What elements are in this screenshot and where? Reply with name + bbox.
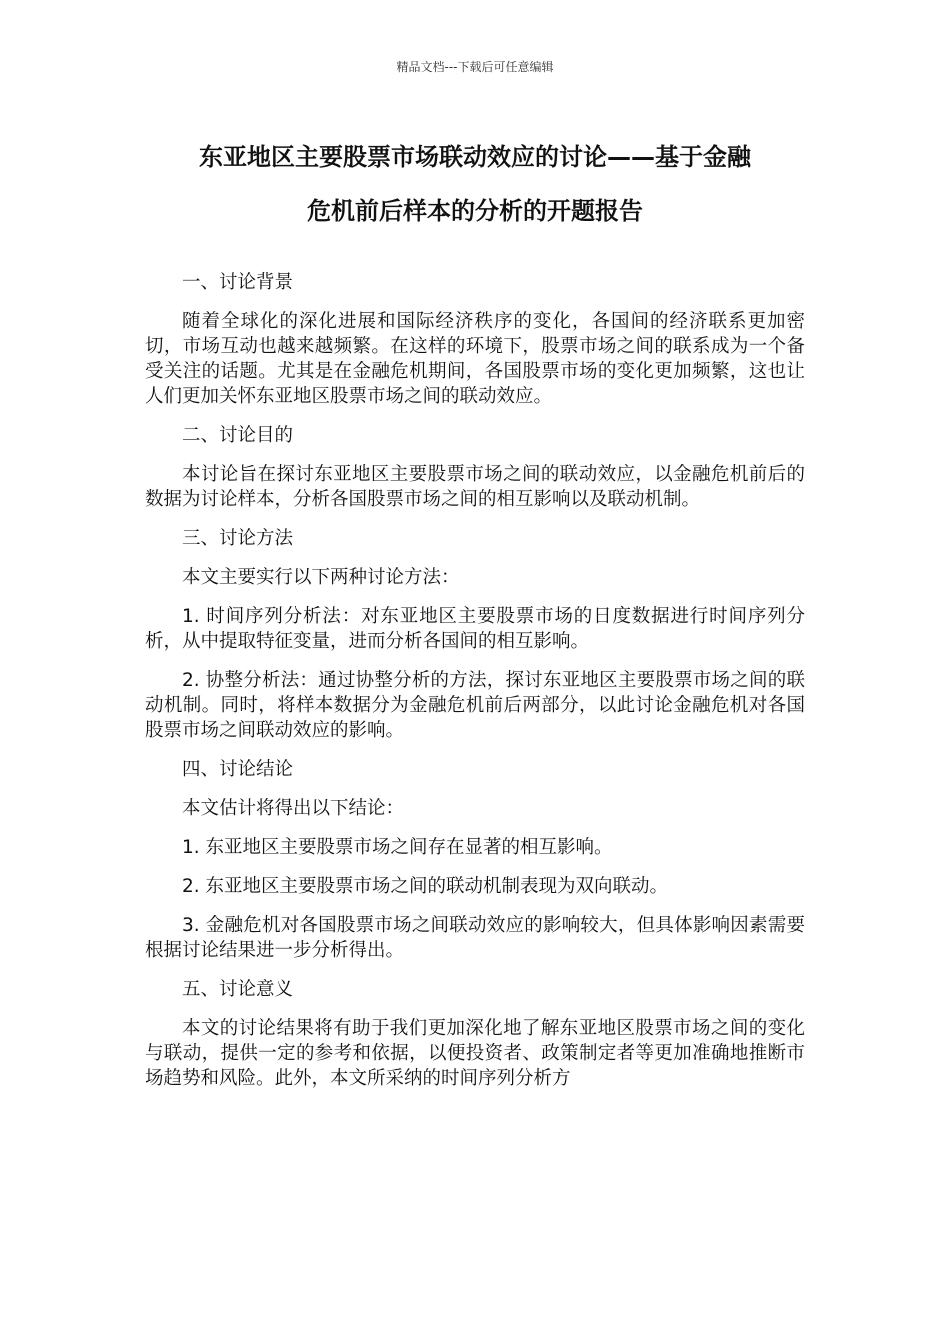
list-item: 2. 东亚地区主要股票市场之间的联动机制表现为双向联动。: [182, 876, 669, 897]
section-heading-background: 一、讨论背景: [182, 272, 294, 293]
paragraph: 本文的讨论结果将有助于我们更加深化地了解东亚地区股票市场之间的变化与联动，提供一定的参考和依据，以便投资者、政策制定者等更加准确地推断市场趋势和风险。此外，本文所采纳的时间序列分析方: [145, 1018, 805, 1089]
paragraph: 随着全球化的深化进展和国际经济秩序的变化，各国间的经济联系更加密切，市场互动也越来越频繁。在这样的环境下，股票市场之间的联系成为一个备受关注的话题。尤其是在金融危机期间，各国股票市场的变化更加频繁，这也让人们更加关怀东亚地区股票市场之间的联动效应。: [145, 311, 805, 407]
list-item: 3. 金融危机对各国股票市场之间联动效应的影响较大，但具体影响因素需要根据讨论结果进一步分析得出。: [145, 915, 805, 961]
document-body: [145, 270, 805, 1105]
section-heading-purpose: 二、讨论目的: [182, 425, 294, 446]
paragraph: 本文估计将得出以下结论：: [182, 798, 405, 819]
paragraph: 本讨论旨在探讨东亚地区主要股票市场之间的联动效应，以金融危机前后的数据为讨论样本，分析各国股票市场之间的相互影响以及联动机制。: [145, 464, 805, 510]
list-item: 2. 协整分析法：通过协整分析的方法，探讨东亚地区主要股票市场之间的联动机制。同时，将样本数据分为金融危机前后两部分，以此讨论金融危机对各国股票市场之间联动效应的影响。: [145, 670, 805, 741]
list-item: 1. 东亚地区主要股票市场之间存在显著的相互影响。: [182, 837, 613, 858]
page-header-note: 精品文档---下载后可任意编辑: [396, 60, 554, 74]
list-item: 1. 时间序列分析法：对东亚地区主要股票市场的日度数据进行时间序列分析，从中提取特征变量，进而分析各国间的相互影响。: [145, 606, 805, 652]
document-title-line-2: 危机前后样本的分析的开题报告: [307, 197, 643, 225]
section-heading-method: 三、讨论方法: [182, 528, 294, 549]
paragraph: 本文主要实行以下两种讨论方法：: [182, 567, 460, 588]
document-title-line-1: 东亚地区主要股票市场联动效应的讨论——基于金融: [199, 143, 751, 171]
section-heading-significance: 五、讨论意义: [182, 979, 294, 1000]
section-heading-conclusion: 四、讨论结论: [182, 759, 294, 780]
